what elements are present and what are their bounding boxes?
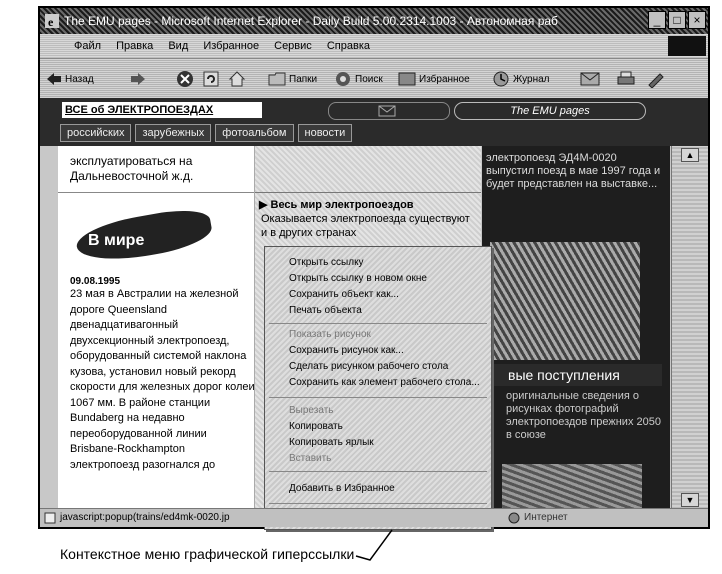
minimize-button[interactable]: _	[648, 11, 666, 29]
emu-pages-tab[interactable]: The EMU pages	[454, 102, 646, 120]
maximize-button[interactable]: □	[668, 11, 686, 29]
tab-russian[interactable]: российских	[60, 124, 131, 142]
right-top-text: электропоезд ЭД4М-0020 выпустил поезд в мае 1997 года и будет представлен на выставке...	[486, 152, 661, 190]
ctx-print-target[interactable]: Печать объекта	[289, 305, 362, 316]
close-button[interactable]: ×	[688, 11, 706, 29]
menu-help[interactable]: Справка	[326, 40, 371, 52]
tab-photo-album[interactable]: фотоальбом	[215, 124, 293, 142]
news-body: 23 мая в Австралии на железной дороге Queensland двенадцативагонный двухсекционный электропоезд, оборудованный системой наклона кузова, установил новый рекорд скорости для железных дорог колеи 1067 мм. В районе станции Bundaberg на недавно переоборудованной линии Brisbane-Rockhampton электропоезд разогнался до	[70, 288, 255, 471]
menu-edit[interactable]: Правка	[116, 40, 154, 52]
ctx-copy-shortcut[interactable]: Копировать ярлык	[289, 437, 374, 448]
menu-favorites[interactable]: Избранное	[203, 40, 260, 52]
status-url: javascript:popup(trains/ed4mk-0020.jp	[60, 512, 230, 523]
ctx-open-link[interactable]: Открыть ссылку	[289, 257, 364, 268]
status-zone: Интернет	[524, 512, 568, 523]
right-bottom-text: оригинальные сведения о рисунках фотографий электропоездов прежних 2050 в союзе	[506, 390, 661, 441]
ctx-cut[interactable]: Вырезать	[289, 405, 334, 416]
window-title: The EMU pages - Microsoft Internet Explorer - Daily Build 5.00.2314.1003 - Автономная раб	[64, 14, 558, 28]
history-label: Журнал	[513, 73, 550, 85]
ctx-set-as-wallpaper[interactable]: Сделать рисунком рабочего стола	[289, 361, 449, 372]
ctx-copy[interactable]: Копировать	[289, 421, 343, 432]
scroll-up-button[interactable]: ▲	[681, 148, 699, 162]
search-label: Поиск	[355, 73, 383, 85]
ctx-show-picture[interactable]: Показать рисунок	[289, 329, 371, 340]
folders-label: Папки	[289, 73, 318, 85]
tab-foreign[interactable]: зарубежных	[135, 124, 211, 142]
ctx-open-new-window[interactable]: Открыть ссылку в новом окне	[289, 273, 427, 284]
menu-view[interactable]: Вид	[168, 40, 189, 52]
world-section-subtitle: Оказывается электропоезда существуют и в других странах	[261, 213, 470, 239]
menu-tools[interactable]: Сервис	[274, 40, 312, 52]
favorites-label: Избранное	[419, 73, 470, 85]
ctx-save-picture-as[interactable]: Сохранить рисунок как...	[289, 345, 404, 356]
ctx-save-target-as[interactable]: Сохранить объект как...	[289, 289, 399, 300]
ctx-set-as-desktop-item[interactable]: Сохранить как элемент рабочего стола...	[289, 377, 480, 388]
news-date: 09.08.1995	[70, 276, 121, 287]
scroll-down-button[interactable]: ▼	[681, 493, 699, 507]
back-label: Назад	[65, 73, 94, 85]
site-header-link[interactable]: ВСЕ об ЭЛЕКТРОПОЕЗДАХ	[62, 102, 262, 118]
bullet-arrow-icon: ▶	[259, 199, 271, 211]
ctx-add-to-favorites[interactable]: Добавить в Избранное	[289, 483, 395, 494]
world-banner-label: В мире	[88, 232, 145, 249]
ctx-paste[interactable]: Вставить	[289, 453, 332, 464]
new-arrivals-heading: вые поступления	[482, 364, 662, 386]
menu-file[interactable]: Файл	[74, 40, 102, 52]
world-section-title-text: Весь мир электропоездов	[270, 199, 414, 211]
svg-text:e: e	[48, 15, 54, 29]
figure-caption: Контекстное меню графической гиперссылки	[60, 546, 355, 562]
left-top-text: эксплуатироваться на Дальневосточной ж.д.	[70, 154, 194, 183]
tab-news[interactable]: новости	[298, 124, 353, 142]
